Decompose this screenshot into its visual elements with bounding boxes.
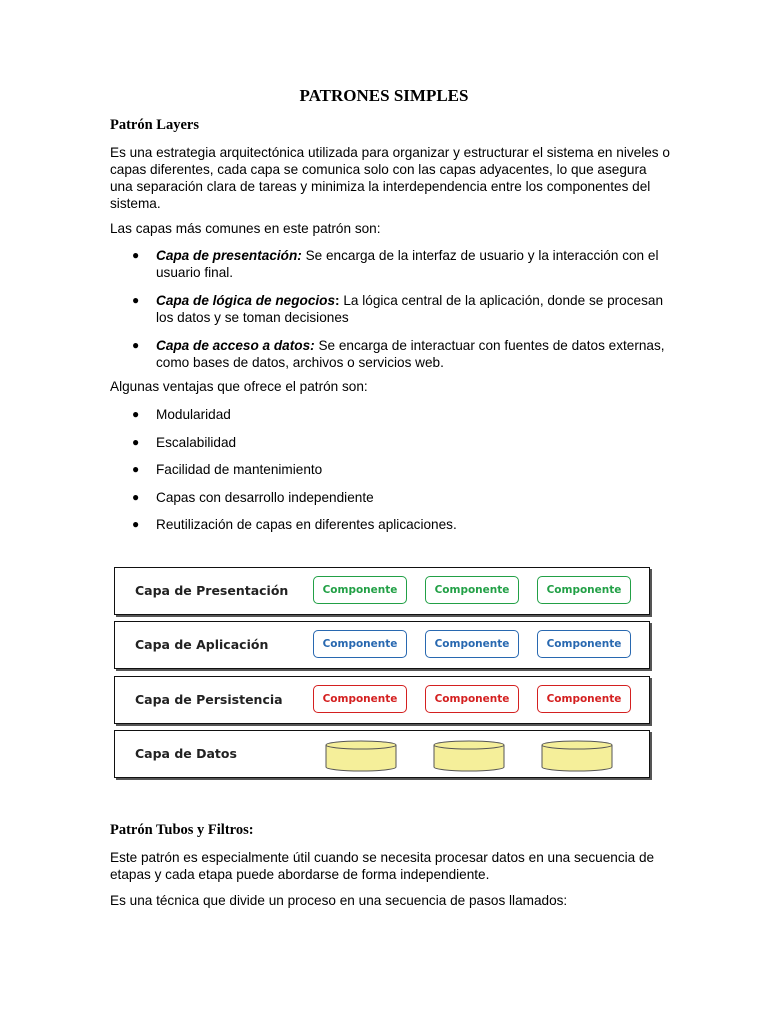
- database-cylinder-icon: [541, 740, 613, 772]
- list-item: [110, 292, 670, 326]
- diagram-component: Componente: [313, 576, 407, 604]
- list-item: [110, 406, 670, 423]
- advantage-text: Capas con desarrollo independiente: [156, 489, 374, 505]
- diagram-layer-label: Capa de Persistencia: [135, 692, 283, 707]
- bullet-icon: ●: [132, 338, 140, 352]
- list-item: [110, 516, 670, 533]
- diagram-component: Componente: [313, 630, 407, 658]
- diagram-layer-label: Capa de Aplicación: [135, 637, 269, 652]
- diagram-layer-label: Capa de Presentación: [135, 583, 289, 598]
- bullet-icon: ●: [132, 517, 140, 531]
- bullet-icon: ●: [132, 248, 140, 262]
- diagram-layer: [114, 621, 650, 669]
- diagram-component: Componente: [537, 630, 631, 658]
- list-item: [110, 434, 670, 451]
- list-item: [110, 337, 670, 371]
- advantages-list: [110, 406, 670, 533]
- pipes-paragraph-1: Este patrón es especialmente útil cuando se necesita procesar datos en una secuencia de etapas y cada etapa puede abordarse de forma independiente.: [110, 850, 655, 882]
- bullet-icon: ●: [132, 489, 140, 504]
- pipes-heading: Patrón Tubos y Filtros:: [110, 822, 254, 838]
- database-cylinder-icon: [325, 740, 397, 772]
- list-item: [110, 461, 670, 478]
- layers-heading: Patrón Layers: [110, 117, 199, 133]
- diagram-layer: [114, 567, 650, 615]
- bullet-icon: ●: [132, 407, 140, 421]
- layers-diagram: [114, 567, 652, 780]
- page-title: PATRONES SIMPLES: [299, 86, 469, 105]
- layers-intro-paragraph: Es una estrategia arquitectónica utilizada para organizar y estructurar el sistema en niveles o capas diferentes, cada capa se comunica solo con las capas adyacentes, lo que asegura una separación clara de tareas y minimiza la interdependencia entre los componentes del sistema.: [110, 145, 670, 211]
- bullet-icon: ●: [132, 293, 140, 307]
- layer-name: Capa de presentación:: [156, 248, 302, 263]
- layer-name: Capa de lógica de negocios: [156, 293, 336, 308]
- advantage-text: Modularidad: [156, 407, 231, 422]
- common-layers-list: [110, 247, 670, 371]
- diagram-layer-label: Capa de Datos: [135, 746, 237, 761]
- advantage-text: Reutilización de capas en diferentes aplicaciones.: [156, 517, 457, 532]
- diagram-layer: [114, 730, 650, 778]
- bullet-icon: ●: [132, 434, 140, 449]
- pipes-paragraph-2: Es una técnica que divide un proceso en una secuencia de pasos llamados:: [110, 893, 568, 908]
- bullet-icon: ●: [132, 462, 140, 476]
- diagram-component: Componente: [425, 576, 519, 604]
- layer-name-separator: :: [335, 293, 340, 308]
- diagram-component: Componente: [313, 685, 407, 713]
- diagram-component: Componente: [425, 685, 519, 713]
- advantages-intro: Algunas ventajas que ofrece el patrón son:: [110, 379, 368, 394]
- database-cylinder-icon: [433, 740, 505, 772]
- diagram-layer: [114, 676, 650, 724]
- common-layers-intro: Las capas más comunes en este patrón son:: [110, 221, 381, 236]
- list-item: [110, 247, 670, 281]
- layer-description: Se encarga de la interfaz de usuario y la interacción con el usuario final.: [156, 248, 659, 280]
- layer-name: Capa de acceso a datos:: [156, 338, 315, 353]
- advantage-text: Facilidad de mantenimiento: [156, 462, 323, 477]
- diagram-component: Componente: [537, 576, 631, 604]
- list-item: [110, 489, 670, 506]
- layer-description: Se encarga de interactuar con fuentes de datos externas, como bases de datos, archivos o servicios web.: [156, 338, 665, 370]
- layer-description: La lógica central de la aplicación, donde se procesan los datos y se toman decisiones: [156, 293, 664, 325]
- diagram-component: Componente: [537, 685, 631, 713]
- advantage-text: Escalabilidad: [156, 434, 237, 450]
- diagram-component: Componente: [425, 630, 519, 658]
